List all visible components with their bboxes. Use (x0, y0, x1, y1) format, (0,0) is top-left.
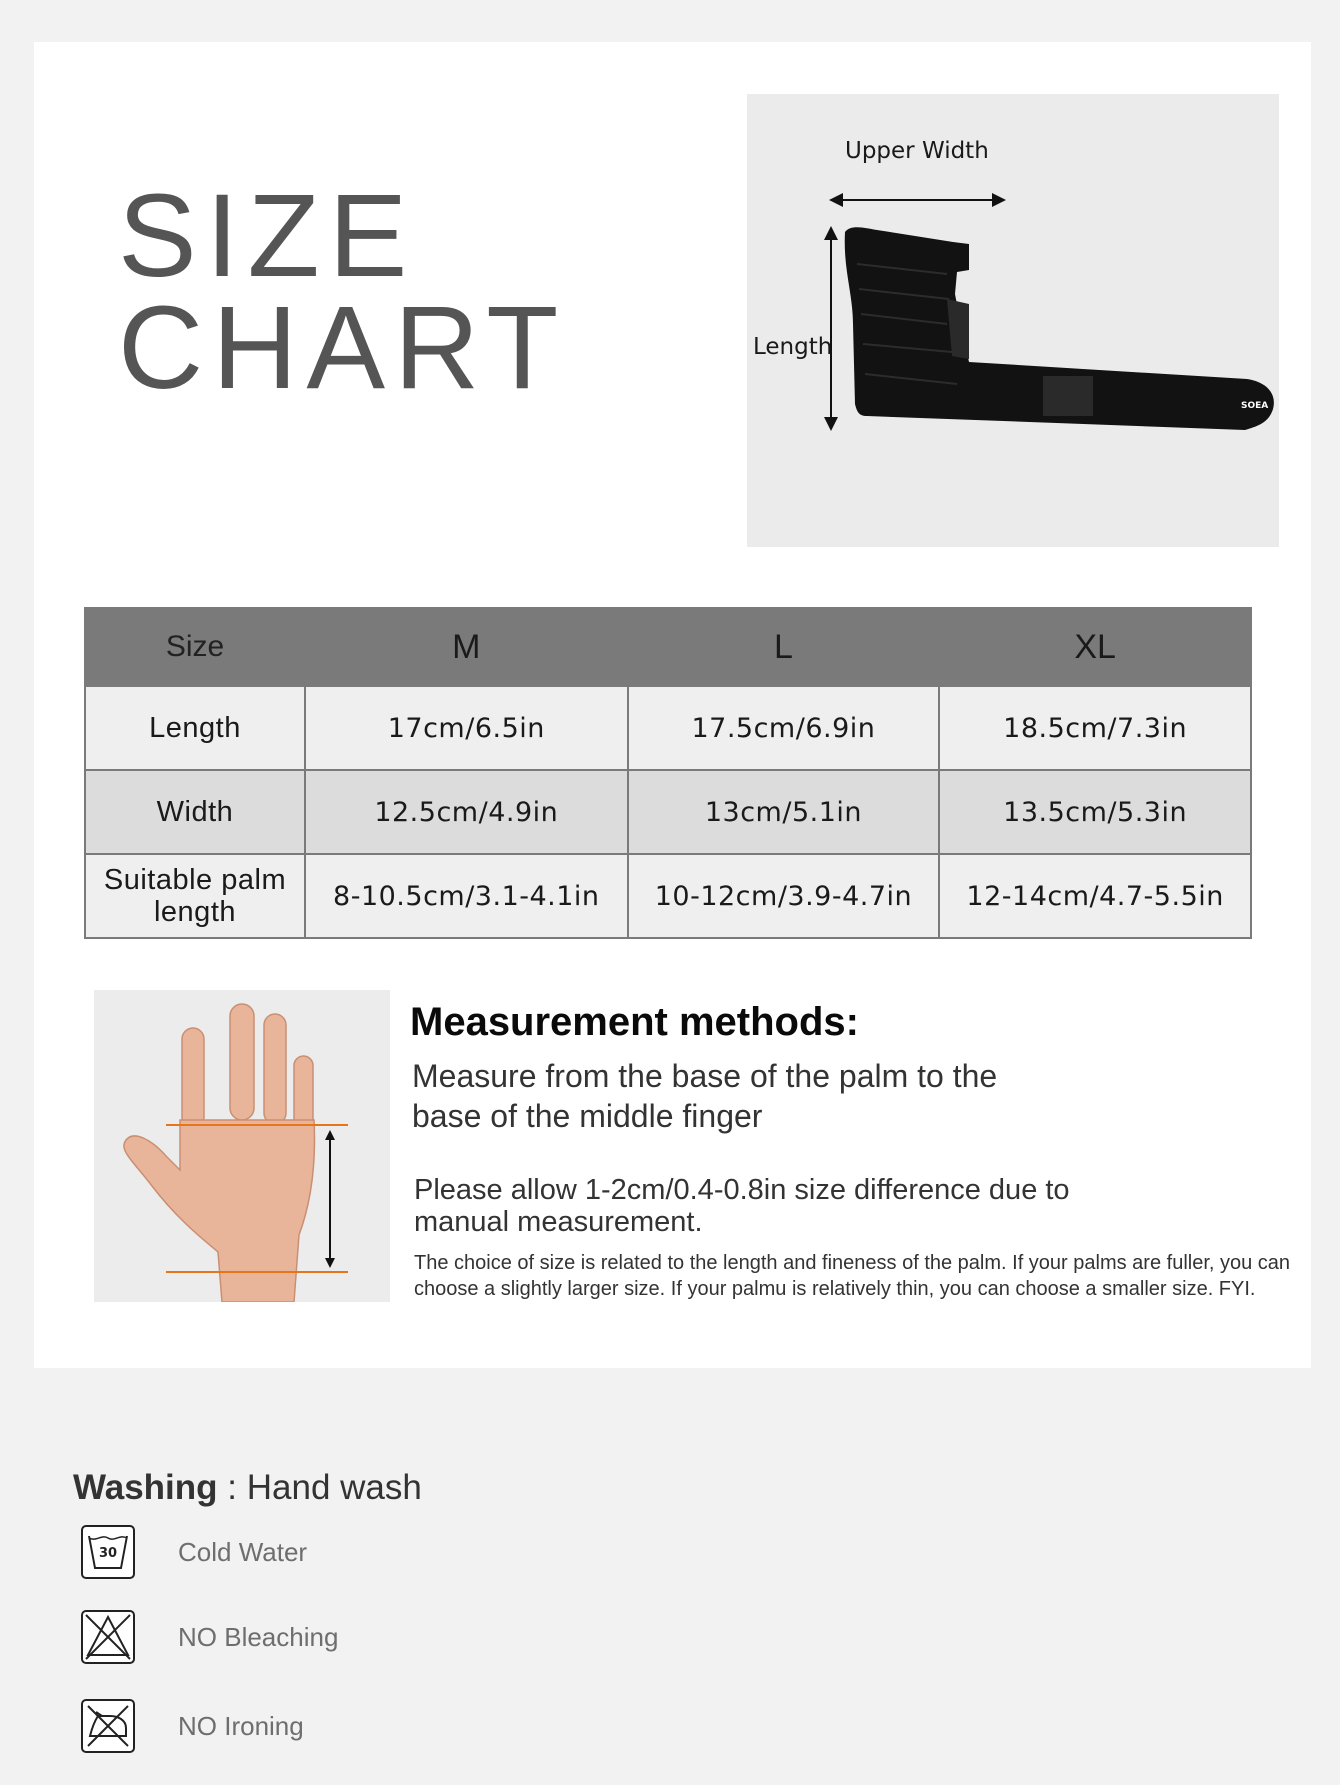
wash-item-no-ironing (80, 1698, 304, 1754)
size-chart-title (118, 170, 568, 414)
length-arrow-top (824, 226, 838, 240)
table-cell: 13.5cm/5.3in (939, 770, 1251, 854)
size-table (84, 607, 1252, 939)
header-l: L (628, 608, 940, 686)
header-m: M (305, 608, 628, 686)
wash-item-label: Cold Water (178, 1536, 308, 1567)
hand-wash-30-icon (80, 1524, 136, 1580)
measurement-detail: The choice of size is related to the length and fineness of the palm. If your palms are fuller, you can choose a slightly larger size. If your palmu is relatively thin, you can choose a smaller size. FYI. (414, 1252, 1291, 1300)
wash-item-label: NO Ironing (178, 1710, 304, 1741)
hand-measurement-image (94, 990, 390, 1302)
washing-heading (73, 1468, 422, 1508)
table-cell: 13cm/5.1in (628, 770, 940, 854)
wash-item-no-bleaching (80, 1609, 339, 1665)
upper-width-label: Upper Width (845, 138, 989, 164)
washing-method: Hand wash (246, 1468, 422, 1507)
strap-pad (1043, 376, 1093, 416)
product-diagram (747, 94, 1279, 547)
table-row (85, 854, 1251, 938)
row-label-length: Length (85, 686, 305, 770)
upper-width-arrow-right (992, 193, 1006, 207)
table-row (85, 686, 1251, 770)
table-cell: 12.5cm/4.9in (305, 770, 628, 854)
table-cell: 8-10.5cm/3.1-4.1in (305, 854, 628, 938)
hand-shape (124, 1004, 315, 1302)
size-chart-card (34, 42, 1311, 1368)
brand-mark: SOEA (1241, 401, 1269, 411)
washing-separator: : (227, 1468, 237, 1507)
title-line-1: SIZE (118, 170, 417, 302)
no-bleach-icon (80, 1609, 136, 1665)
table-cell: 12-14cm/4.7-5.5in (939, 854, 1251, 938)
measurement-description: Measure from the base of the palm to the base of the middle finger (412, 1058, 998, 1134)
row-label-palm-length: Suitable palm length (85, 854, 305, 938)
length-arrow-bottom (824, 417, 838, 431)
title-line-2: CHART (118, 282, 568, 414)
wash-item-cold-water (80, 1524, 308, 1580)
table-cell: 18.5cm/7.3in (939, 686, 1251, 770)
size-table-header-row (85, 608, 1251, 686)
table-cell: 10-12cm/3.9-4.7in (628, 854, 940, 938)
measurement-note: Please allow 1-2cm/0.4-0.8in size difference due to manual measurement. (414, 1174, 1070, 1238)
table-row (85, 770, 1251, 854)
measurement-title: Measurement methods: (410, 1000, 859, 1044)
table-cell: 17cm/6.5in (305, 686, 628, 770)
hand-illustration (94, 990, 390, 1302)
no-iron-icon (80, 1698, 136, 1754)
header-xl: XL (939, 608, 1251, 686)
wash-temp: 30 (98, 1546, 118, 1561)
wash-item-label: NO Bleaching (178, 1621, 339, 1652)
row-label-width: Width (85, 770, 305, 854)
length-label: Length (753, 334, 833, 360)
washing-label: Washing (73, 1468, 218, 1507)
wrist-wrap-illustration (747, 94, 1279, 547)
upper-width-arrow-left (829, 193, 843, 207)
header-size: Size (85, 608, 305, 686)
table-cell: 17.5cm/6.9in (628, 686, 940, 770)
